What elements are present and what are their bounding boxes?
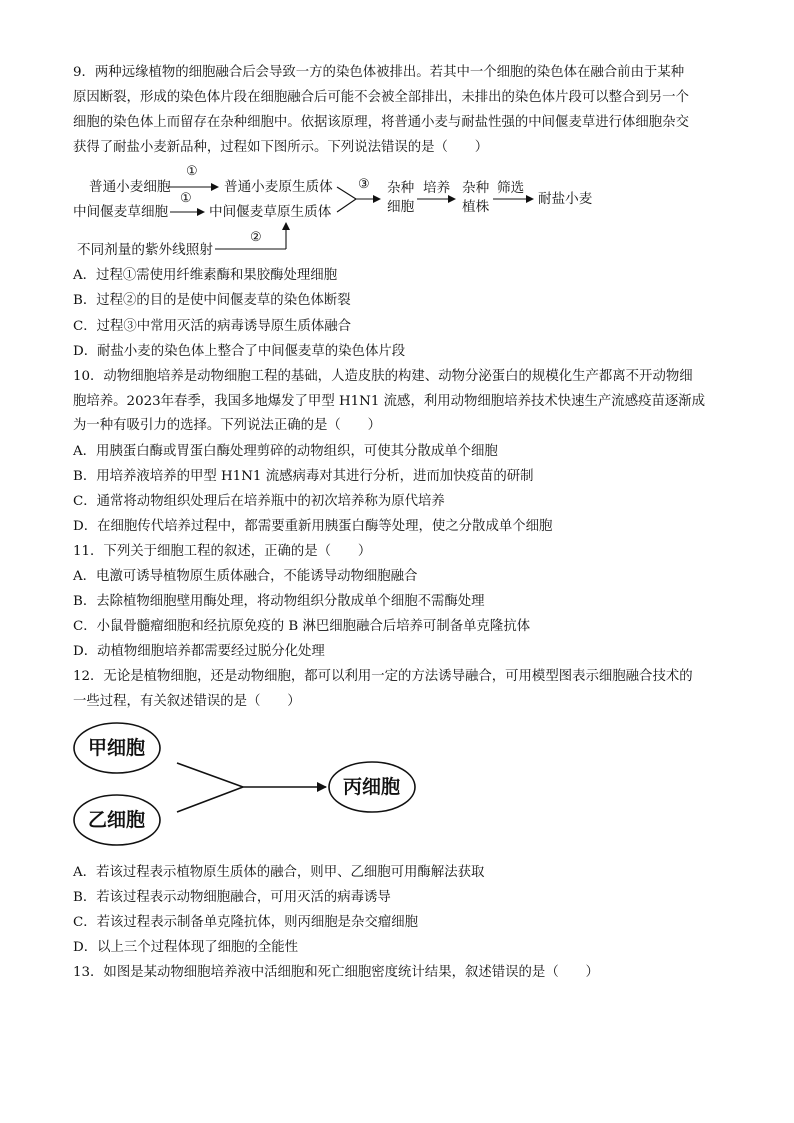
q9-stem-line-3: 细胞的染色体上而留存在杂种细胞中。依据该原理，将普通小麦与耐盐性强的中间偃麦草进行体细胞杂交: [73, 115, 689, 130]
fusion-line-top: [177, 763, 243, 787]
q12-option-a[interactable]: A．若该过程表示植物原生质体的融合，则甲、乙细胞可用酶解法获取: [73, 865, 485, 880]
q13-stem: 13．如图是某动物细胞培养液中活细胞和死亡细胞密度统计结果，叙述错误的是（ ）: [73, 965, 599, 980]
q12-option-b[interactable]: B．若该过程表示动物细胞融合，可用灭活的病毒诱导: [73, 890, 391, 905]
grass-cell-label: 中间偃麦草细胞: [73, 204, 169, 220]
q10-option-c[interactable]: C．通常将动物组织处理后在培养瓶中的初次培养称为原代培养: [73, 494, 445, 509]
q9-stem-line-4: 获得了耐盐小麦新品种，过程如下图所示。下列说法错误的是（ ）: [73, 140, 489, 155]
culture-label: 培养: [423, 180, 451, 196]
hybrid-cell-label-2: 细胞: [387, 199, 415, 215]
q9-option-b[interactable]: B．过程②的目的是使中间偃麦草的染色体断裂: [73, 293, 351, 308]
cell-b-label: 乙细胞: [88, 809, 146, 831]
q10-option-b[interactable]: B．用培养液培养的甲型 H1N1 流感病毒对其进行分析，进而加快疫苗的研制: [73, 469, 534, 484]
wheat-protoplast-label: 普通小麦原生质体: [224, 179, 333, 195]
q12-stem-line-2: 一些过程，有关叙述错误的是（ ）: [73, 694, 301, 709]
q10-stem-line-2: 胞培养。2023年春季，我国多地爆发了甲型 H1N1 流感，利用动物细胞培养技术快速生产流感疫苗逐渐成: [73, 394, 706, 409]
q12-stem-line-1: 12．无论是植物细胞，还是动物细胞，都可以利用一定的方法诱导融合，可用模型图表示细胞融合技术的: [73, 669, 693, 684]
q10-option-a[interactable]: A．用胰蛋白酶或胃蛋白酶处理剪碎的动物组织，可使其分散成单个细胞: [73, 444, 498, 459]
step3-marker: ③: [358, 177, 370, 192]
screen-label: 筛选: [497, 180, 525, 196]
q10-stem-line-3: 为一种有吸引力的选择。下列说法正确的是（ ）: [73, 418, 381, 433]
salt-tolerant-wheat-label: 耐盐小麦: [538, 191, 593, 207]
q10-stem-line-1: 10．动物细胞培养是动物细胞工程的基础，人造皮肤的构建、动物分泌蛋白的规模化生产都离不开动物细: [73, 369, 693, 384]
q12-option-d[interactable]: D．以上三个过程体现了细胞的全能性: [73, 940, 298, 955]
q9-stem-line-2: 原因断裂，形成的染色体片段在细胞融合后可能不会被全部排出，未排出的染色体片段可以整合到另一个: [73, 90, 689, 105]
q9-option-c[interactable]: C．过程③中常用灭活的病毒诱导原生质体融合: [73, 319, 352, 334]
q9-option-a[interactable]: A．过程①需使用纤维素酶和果胶酶处理细胞: [73, 268, 338, 283]
q11-option-d[interactable]: D．动植物细胞培养都需要经过脱分化处理: [73, 644, 325, 659]
hybrid-cell-label-1: 杂种: [387, 180, 415, 196]
q11-option-c[interactable]: C．小鼠骨髓瘤细胞和经抗原免疫的 B 淋巴细胞融合后培养可制备单克隆抗体: [73, 619, 531, 634]
cell-c-label: 丙细胞: [343, 776, 401, 798]
q10-option-d[interactable]: D．在细胞传代培养过程中，都需要重新用胰蛋白酶等处理，使之分散成单个细胞: [73, 519, 553, 534]
fusion-line-bottom: [177, 787, 243, 812]
step2-marker: ②: [250, 230, 262, 245]
q11-stem: 11．下列关于细胞工程的叙述，正确的是（ ）: [73, 544, 372, 559]
q9-option-d[interactable]: D．耐盐小麦的染色体上整合了中间偃麦草的染色体片段: [73, 344, 406, 359]
wheat-cell-label: 普通小麦细胞: [89, 179, 171, 195]
grass-protoplast-label: 中间偃麦草原生质体: [209, 204, 332, 220]
q9-stem-line-1: 9．两种远缘植物的细胞融合后会导致一方的染色体被排出。若其中一个细胞的染色体在融合前由于某种: [73, 65, 685, 80]
step1-marker-top: ①: [186, 164, 198, 179]
q12-option-c[interactable]: C．若该过程表示制备单克隆抗体，则丙细胞是杂交瘤细胞: [73, 915, 419, 930]
hybrid-plant-label-2: 植株: [462, 199, 490, 215]
q11-option-b[interactable]: B．去除植物细胞壁用酶处理，将动物组织分散成单个细胞不需酶处理: [73, 594, 485, 609]
cell-a-label: 甲细胞: [88, 737, 146, 759]
hybrid-plant-label-1: 杂种: [462, 180, 490, 196]
q11-option-a[interactable]: A．电激可诱导植物原生质体融合，不能诱导动物细胞融合: [73, 569, 418, 584]
step1-marker-bottom: ①: [180, 191, 192, 206]
uv-irradiation-label: 不同剂量的紫外线照射: [77, 242, 213, 258]
